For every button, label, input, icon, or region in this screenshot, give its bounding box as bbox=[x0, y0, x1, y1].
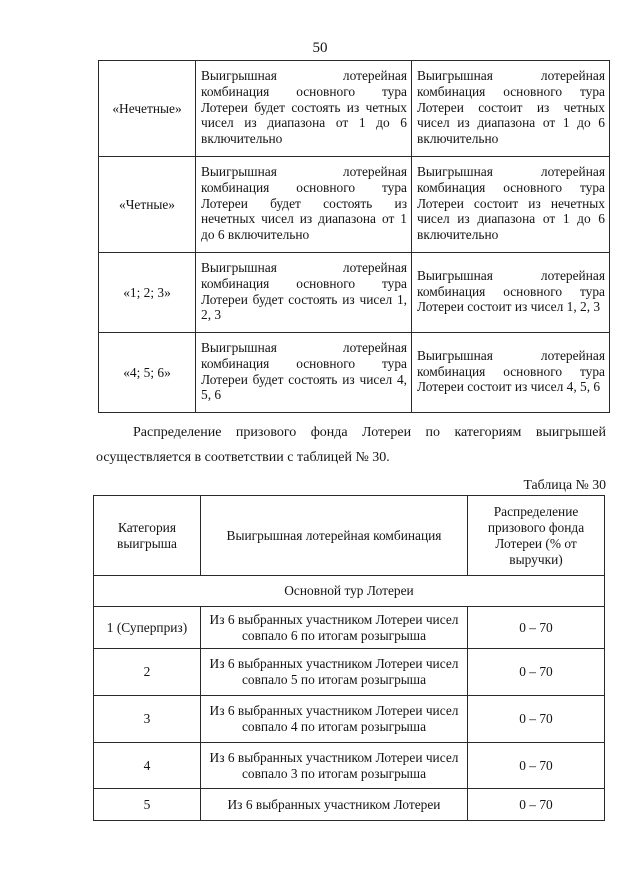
bet-label-cell: «4; 5; 6» bbox=[99, 333, 196, 413]
table-row bbox=[94, 607, 605, 649]
table-row bbox=[99, 333, 610, 413]
table-row bbox=[99, 253, 610, 333]
combination-cell: Из 6 выбранных участником Лотереи bbox=[201, 789, 468, 821]
combination-cell: Из 6 выбранных участником Лотереи чисел совпало 6 по итогам розыгрыша bbox=[201, 607, 468, 649]
share-cell: 0 – 70 bbox=[468, 649, 605, 696]
bet-rule-cell: Выигрышная лотерейная комбинация основного тура Лотереи будет состоять из нечетных чисел из диапазона от 1 до 6 включительно bbox=[196, 157, 412, 253]
combination-rules-table bbox=[98, 60, 610, 413]
bet-label-cell: «Четные» bbox=[99, 157, 196, 253]
table-row bbox=[94, 789, 605, 821]
table-row bbox=[99, 61, 610, 157]
category-cell: 3 bbox=[94, 696, 201, 743]
combination-cell: Из 6 выбранных участником Лотереи чисел совпало 5 по итогам розыгрыша bbox=[201, 649, 468, 696]
bet-rule-cell: Выигрышная лотерейная комбинация основного тура Лотереи будет состоять из чисел 4, 5, 6 bbox=[196, 333, 412, 413]
category-cell: 1 (Суперприз) bbox=[94, 607, 201, 649]
category-cell: 4 bbox=[94, 743, 201, 789]
bet-condition-cell: Выигрышная лотерейная комбинация основного тура Лотереи состоит из четных чисел из диапазона от 1 до 6 включительно bbox=[412, 61, 610, 157]
table-row bbox=[99, 157, 610, 253]
section-title: Основной тур Лотереи bbox=[94, 576, 605, 607]
table-row bbox=[94, 649, 605, 696]
bet-label-cell: «1; 2; 3» bbox=[99, 253, 196, 333]
table-number-caption: Таблица № 30 bbox=[523, 477, 606, 492]
table-header-row bbox=[94, 496, 605, 576]
bet-rule-cell: Выигрышная лотерейная комбинация основного тура Лотереи будет состоять из чисел 1, 2, 3 bbox=[196, 253, 412, 333]
page-number: 50 bbox=[312, 40, 328, 56]
section-row bbox=[94, 576, 605, 607]
bet-condition-cell: Выигрышная лотерейная комбинация основного тура Лотереи состоит из нечетных чисел из диапазона от 1 до 6 включительно bbox=[412, 157, 610, 253]
combination-cell: Из 6 выбранных участником Лотереи чисел совпало 3 по итогам розыгрыша bbox=[201, 743, 468, 789]
category-cell: 5 bbox=[94, 789, 201, 821]
share-cell: 0 – 70 bbox=[468, 743, 605, 789]
share-cell: 0 – 70 bbox=[468, 696, 605, 743]
share-cell: 0 – 70 bbox=[468, 607, 605, 649]
bet-condition-cell: Выигрышная лотерейная комбинация основного тура Лотереи состоит из чисел 4, 5, 6 bbox=[412, 333, 610, 413]
table-row bbox=[94, 696, 605, 743]
category-cell: 2 bbox=[94, 649, 201, 696]
category-column-header: Категория выигрыша bbox=[94, 496, 201, 576]
table-row bbox=[94, 743, 605, 789]
prize-distribution-table bbox=[93, 495, 605, 821]
prize-fund-intro-paragraph: Распределение призового фонда Лотереи по категориям выигрышей осуществляется в соответствии с таблицей № 30. bbox=[96, 425, 606, 465]
distribution-column-header: Распределение призового фонда Лотереи (% от выручки) bbox=[468, 496, 605, 576]
bet-rule-cell: Выигрышная лотерейная комбинация основного тура Лотереи будет состоять из четных чисел из диапазона от 1 до 6 включительно bbox=[196, 61, 412, 157]
share-cell: 0 – 70 bbox=[468, 789, 605, 821]
bet-condition-cell: Выигрышная лотерейная комбинация основного тура Лотереи состоит из чисел 1, 2, 3 bbox=[412, 253, 610, 333]
bet-label-cell: «Нечетные» bbox=[99, 61, 196, 157]
combination-column-header: Выигрышная лотерейная комбинация bbox=[201, 496, 468, 576]
combination-cell: Из 6 выбранных участником Лотереи чисел совпало 4 по итогам розыгрыша bbox=[201, 696, 468, 743]
